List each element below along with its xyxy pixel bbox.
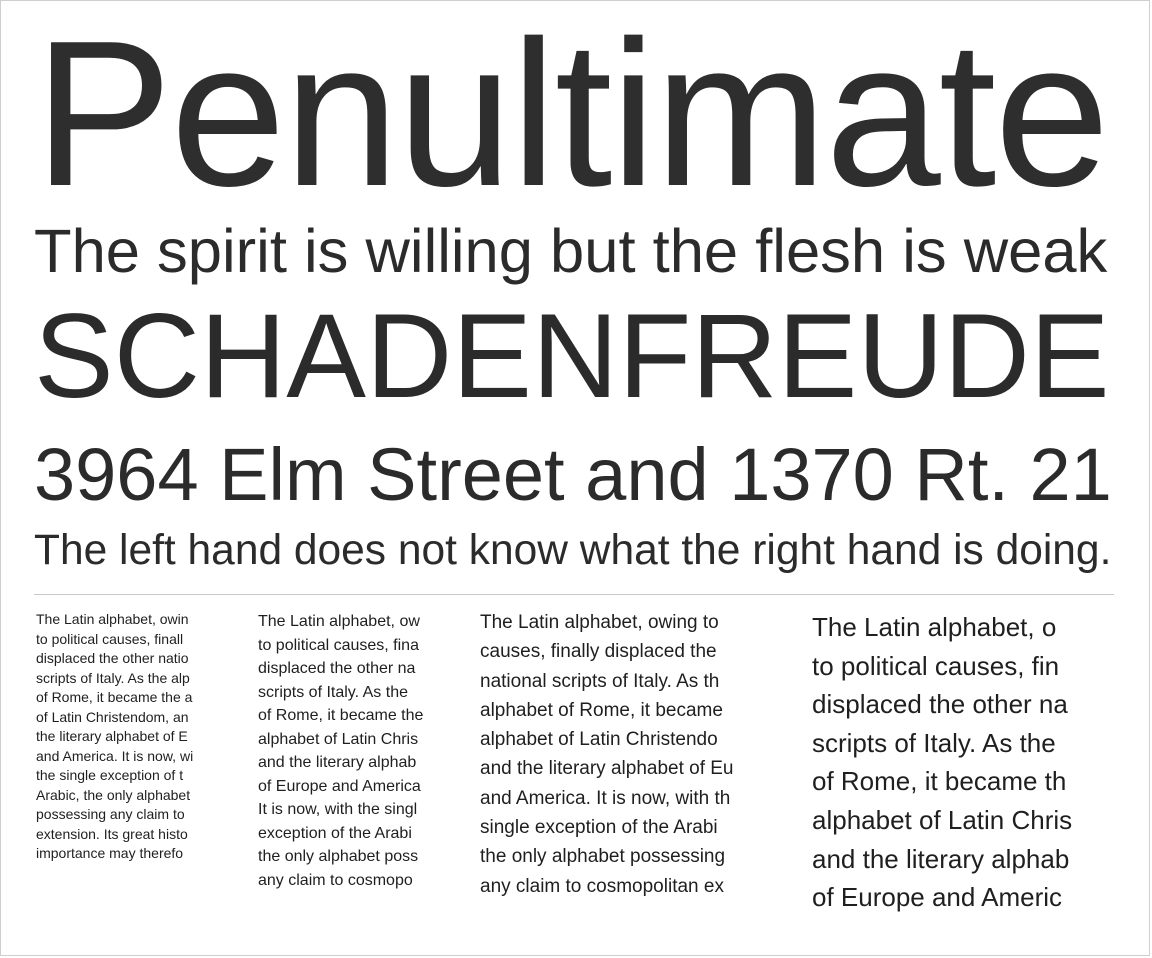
text-line: displaced the other natio xyxy=(36,650,189,666)
text-line: of Europe and Americ xyxy=(812,882,1063,913)
text-line: of Europe and America xyxy=(258,777,421,795)
text-line: to political causes, finall xyxy=(36,630,184,647)
text-line: displaced the other na xyxy=(812,689,1068,720)
text-line: displaced the other na xyxy=(258,660,416,677)
divider xyxy=(34,594,1114,595)
text-line: and America. It is now, wi xyxy=(36,747,194,764)
text-line: It is now, with the singl xyxy=(258,801,418,818)
text-line: The Latin alphabet, owing to xyxy=(480,612,719,633)
specimen-numerals: 3964 Elm Street and 1370 Rt. 21 xyxy=(34,433,1112,516)
specimen-sentence-small: The left hand does not know what the right hand is doing. xyxy=(34,527,1112,574)
text-line: national scripts of Italy. As th xyxy=(480,670,720,692)
text-line: the single exception of t xyxy=(36,767,184,783)
text-line: single exception of the Arabi xyxy=(480,817,718,839)
text-line: possessing any claim to xyxy=(36,806,185,822)
text-line: any claim to cosmopolitan ex xyxy=(480,875,724,897)
text-line: to political causes, fin xyxy=(812,650,1060,681)
text-line: causes, finally displaced the xyxy=(480,641,717,663)
text-column-1 xyxy=(36,610,232,864)
specimen-sentence: The spirit is willing but the flesh is weak xyxy=(34,217,1108,286)
text-line: alphabet of Latin Chris xyxy=(258,730,419,748)
text-line: any claim to cosmopo xyxy=(258,871,413,889)
text-line: alphabet of Rome, it became xyxy=(480,699,723,721)
text-line: and the literary alphabet of Eu xyxy=(480,758,734,780)
text-column-3 xyxy=(480,608,786,901)
text-line: alphabet of Latin Christendo xyxy=(480,729,718,751)
text-line: The Latin alphabet, ow xyxy=(258,613,420,630)
text-line: of Rome, it became the xyxy=(258,707,424,724)
text-column-2 xyxy=(258,610,452,892)
text-line: The Latin alphabet, owin xyxy=(36,611,189,627)
text-line: extension. Its great histo xyxy=(36,825,188,842)
text-line: scripts of Italy. As the xyxy=(812,727,1056,758)
text-line: to political causes, fina xyxy=(258,636,419,654)
text-line: exception of the Arabi xyxy=(258,824,412,842)
text-line: the literary alphabet of E xyxy=(36,728,188,744)
text-line: of Rome, it became the a xyxy=(36,689,193,705)
text-line: scripts of Italy. As the alp xyxy=(36,669,190,686)
text-line: and the literary alphab xyxy=(812,843,1070,874)
text-line: scripts of Italy. As the xyxy=(258,683,408,701)
text-line: of Rome, it became th xyxy=(812,766,1067,797)
specimen-headline: Penultimate xyxy=(34,0,1108,229)
text-line: importance may therefo xyxy=(36,845,184,861)
text-line: Arabic, the only alphabet xyxy=(36,786,191,803)
text-line: and the literary alphab xyxy=(258,754,417,771)
text-line: the only alphabet possessing xyxy=(480,846,726,868)
text-line: The Latin alphabet, o xyxy=(812,612,1057,642)
specimen-uppercase-word: SCHADENFREUDE xyxy=(34,290,1110,423)
text-line: of Latin Christendom, an xyxy=(36,708,189,725)
text-line: and America. It is now, with th xyxy=(480,787,731,809)
text-column-4 xyxy=(812,608,1116,917)
text-line: alphabet of Latin Chris xyxy=(812,804,1073,835)
text-line: the only alphabet poss xyxy=(258,848,419,865)
